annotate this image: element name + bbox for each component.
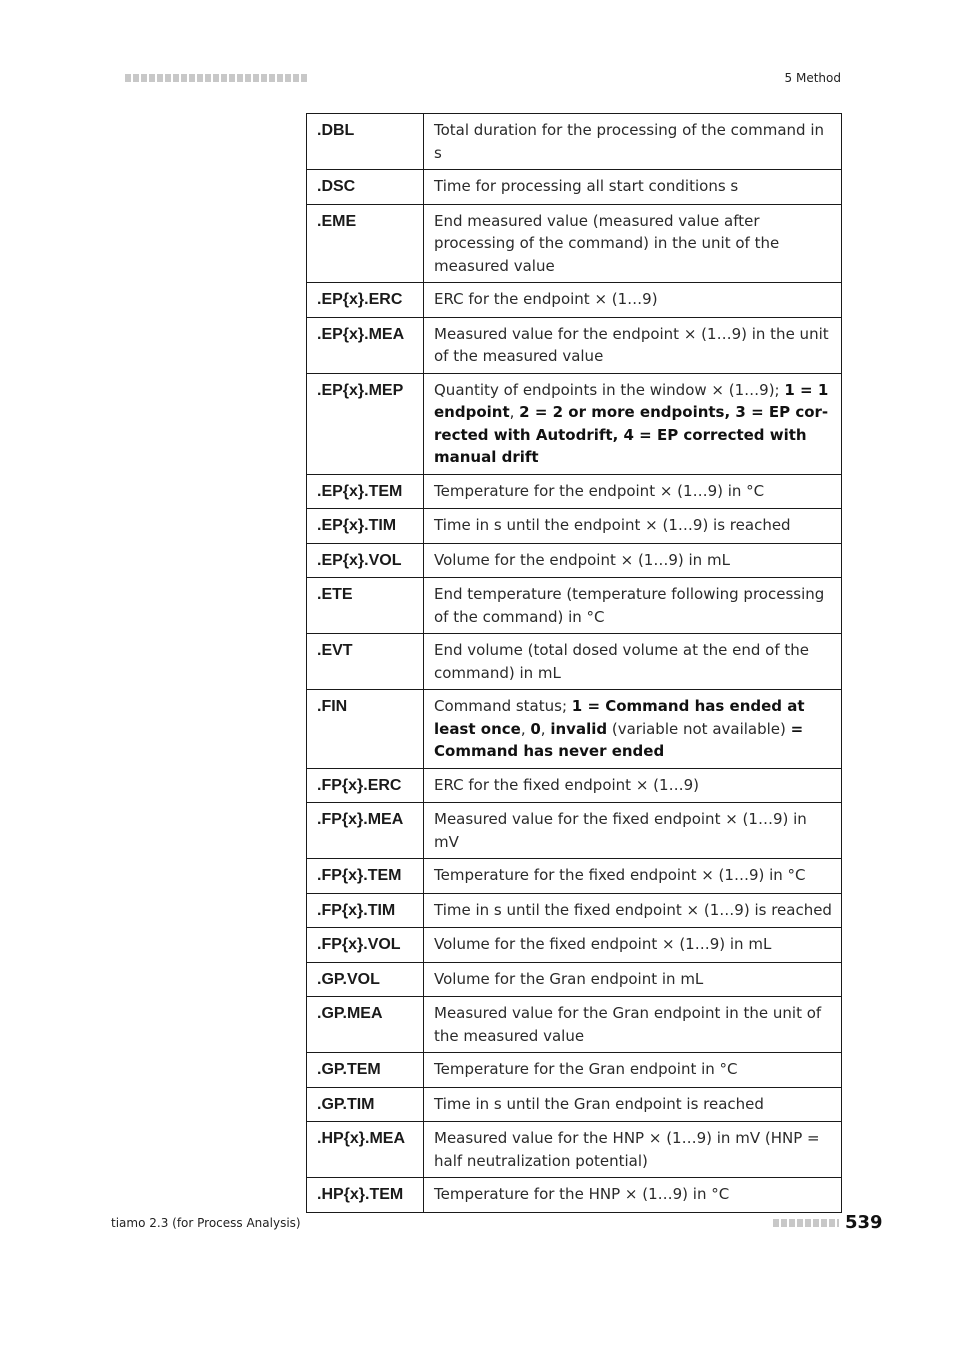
description-bold-text: = Command has never ended	[434, 719, 804, 760]
table-row	[307, 997, 842, 1053]
description-text: (variable not available)	[607, 719, 791, 738]
header-section-title: 5 Method	[784, 71, 841, 85]
variables-table-body	[307, 114, 842, 1213]
variable-name-cell: .FP{x}.VOL	[307, 928, 424, 963]
variable-name-cell: .FP{x}.TEM	[307, 859, 424, 894]
variable-name-cell: .EP{x}.MEP	[307, 373, 424, 474]
variable-name-cell: .EP{x}.TIM	[307, 509, 424, 544]
variable-description-cell	[424, 859, 842, 894]
variable-description-cell	[424, 283, 842, 318]
variable-name-cell: .GP.VOL	[307, 962, 424, 997]
description-text: ,	[540, 719, 551, 738]
variable-name-cell: .GP.TEM	[307, 1053, 424, 1088]
table-row	[307, 962, 842, 997]
table-row	[307, 373, 842, 474]
variable-description-cell	[424, 1053, 842, 1088]
variable-name-cell: .EP{x}.ERC	[307, 283, 424, 318]
variable-name-cell: .FP{x}.ERC	[307, 768, 424, 803]
variable-description-cell	[424, 928, 842, 963]
variable-description-cell	[424, 962, 842, 997]
description-bold-text: 1 = 1 endpoint	[434, 380, 829, 421]
variable-name-cell: .FP{x}.TIM	[307, 893, 424, 928]
variable-name-cell: .DBL	[307, 114, 424, 170]
variable-description-cell	[424, 204, 842, 283]
table-row	[307, 928, 842, 963]
table-row	[307, 204, 842, 283]
variable-name-cell: .EVT	[307, 634, 424, 690]
variable-description-cell	[424, 1122, 842, 1178]
description-text: End measured value (measured value after processing of the command) in the unit of the measured value	[434, 211, 780, 275]
description-text: End volume (total dosed volume at the end of the command) in mL	[434, 641, 809, 682]
table-row	[307, 578, 842, 634]
description-text: Temperature for the fixed endpoint × (1…9) in °C	[434, 866, 806, 884]
variable-description-cell	[424, 373, 842, 474]
variable-name-cell: .EP{x}.VOL	[307, 543, 424, 578]
variable-name-cell: .GP.TIM	[307, 1087, 424, 1122]
variable-description-cell	[424, 578, 842, 634]
table-row	[307, 114, 842, 170]
table-row	[307, 474, 842, 509]
table-row	[307, 509, 842, 544]
table-row	[307, 768, 842, 803]
description-bold-text: 0	[530, 719, 541, 738]
variable-name-cell: .HP{x}.MEA	[307, 1122, 424, 1178]
description-text: Command status;	[434, 697, 572, 715]
variable-name-cell: .FIN	[307, 690, 424, 769]
variable-description-cell	[424, 509, 842, 544]
table-row	[307, 634, 842, 690]
variable-name-cell: .ETE	[307, 578, 424, 634]
table-row	[307, 893, 842, 928]
variable-description-cell	[424, 893, 842, 928]
description-text: Temperature for the Gran endpoint in °C	[434, 1060, 738, 1078]
header-decoration	[125, 74, 307, 82]
description-text: Measured value for the Gran endpoint in the unit of the measured value	[434, 1004, 822, 1045]
description-text: End temperature (temperature following processing of the command) in °C	[434, 585, 825, 626]
table-row	[307, 543, 842, 578]
description-text: Time in s until the endpoint × (1…9) is reached	[434, 516, 791, 534]
footer-decoration	[773, 1219, 839, 1227]
variable-description-cell	[424, 634, 842, 690]
table-row	[307, 803, 842, 859]
variable-description-cell	[424, 114, 842, 170]
description-text: Temperature for the endpoint × (1…9) in °C	[434, 481, 765, 500]
description-bold-text: invalid	[550, 719, 608, 738]
variable-description-cell	[424, 543, 842, 578]
description-text: ERC for the endpoint × (1…9)	[434, 290, 658, 308]
variable-description-cell	[424, 1087, 842, 1122]
variable-name-cell: .FP{x}.MEA	[307, 803, 424, 859]
table-row	[307, 1087, 842, 1122]
variable-name-cell: .GP.MEA	[307, 997, 424, 1053]
description-text: Measured value for the endpoint × (1…9) in the unit of the measured value	[434, 324, 829, 365]
table-row	[307, 690, 842, 769]
table-row	[307, 170, 842, 205]
variable-description-cell	[424, 997, 842, 1053]
description-text: Volume for the Gran endpoint in mL	[434, 969, 704, 988]
variable-description-cell	[424, 803, 842, 859]
description-bold-text: 2 = 2 or more endpoints, 3 = EP corrected with Autodrift, 4 = EP corrected with manual drift	[434, 403, 829, 466]
table-row	[307, 1053, 842, 1088]
description-text: Total duration for the processing of the command in s	[434, 121, 824, 162]
variable-description-cell	[424, 474, 842, 509]
variable-description-cell	[424, 1178, 842, 1213]
description-text: Time for processing all start conditions s	[434, 177, 739, 195]
description-text: Temperature for the HNP × (1…9) in °C	[434, 1185, 730, 1203]
table-row	[307, 317, 842, 373]
table-row	[307, 1178, 842, 1213]
description-text: Volume for the endpoint × (1…9) in mL	[434, 550, 730, 569]
description-text: Time in s until the fixed endpoint × (1…9) is reached	[434, 900, 832, 919]
variable-description-cell	[424, 768, 842, 803]
variable-name-cell: .EP{x}.MEA	[307, 317, 424, 373]
description-text: Volume for the fixed endpoint × (1…9) in mL	[434, 935, 772, 953]
description-text: Measured value for the fixed endpoint × (1…9) in mV	[434, 810, 807, 851]
variable-name-cell: .HP{x}.TEM	[307, 1178, 424, 1213]
variable-description-cell	[424, 690, 842, 769]
variables-table	[306, 113, 842, 1213]
description-text: Quantity of endpoints in the window × (1…9);	[434, 380, 785, 399]
description-text: Time in s until the Gran endpoint is reached	[434, 1094, 764, 1113]
variable-name-cell: .EP{x}.TEM	[307, 474, 424, 509]
description-text: ,	[520, 719, 531, 738]
description-bold-text: 1 = Command has ended at least once	[434, 697, 805, 738]
variable-description-cell	[424, 317, 842, 373]
variable-name-cell: .EME	[307, 204, 424, 283]
variable-name-cell: .DSC	[307, 170, 424, 205]
description-text: Measured value for the HNP × (1…9) in mV (HNP = half neutralization potential)	[434, 1129, 820, 1170]
description-text: ERC for the fixed endpoint × (1…9)	[434, 775, 699, 794]
page-number: 539	[845, 1212, 883, 1233]
table-row	[307, 1122, 842, 1178]
footer-product: tiamo 2.3 (for Process Analysis)	[111, 1216, 301, 1230]
table-row	[307, 283, 842, 318]
variable-description-cell	[424, 170, 842, 205]
table-row	[307, 859, 842, 894]
description-text: ,	[509, 403, 520, 421]
